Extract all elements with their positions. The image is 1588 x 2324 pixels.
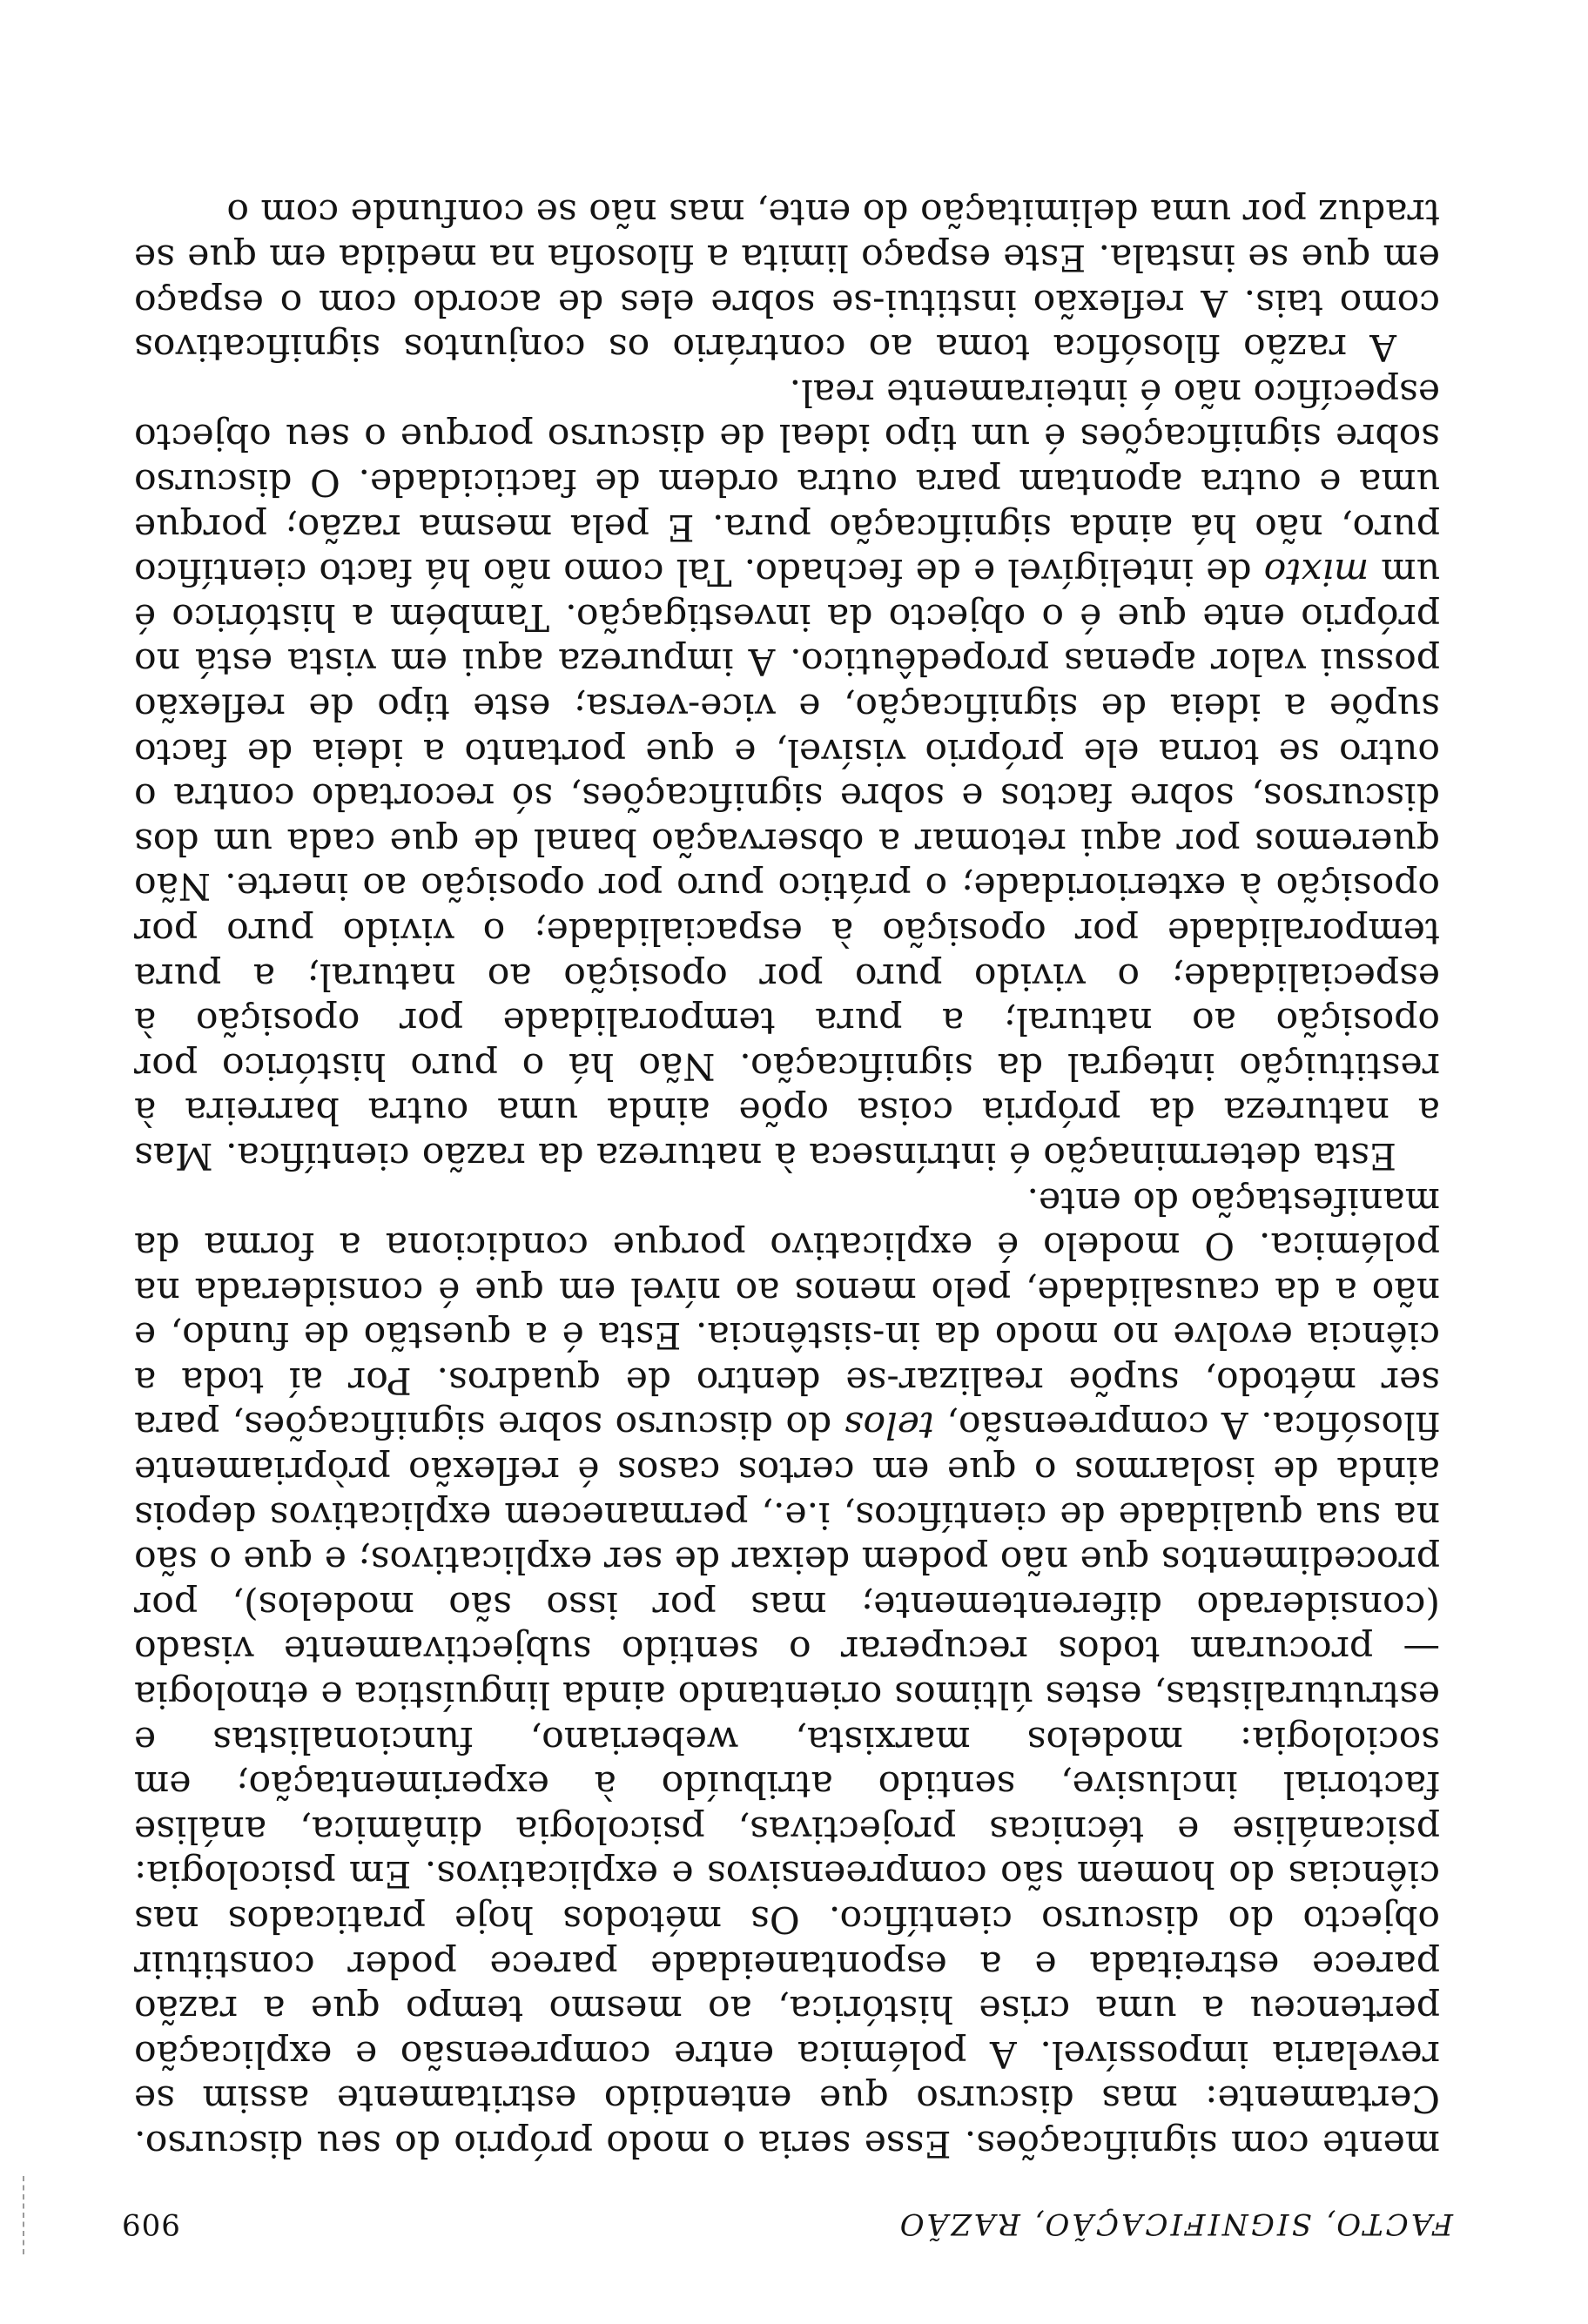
body-text [134, 190, 1440, 2166]
text-run: Esta determinação é intrínseca à natureza da razão científica. Mas a natureza da própria coisa opõe ainda uma outra barreira à restituição integral da significação. Não há o puro histórico por oposição ao natural; a pura temporalidade por oposição à especialidade; o vivido puro por oposição ao natural; a pura temporalidade por oposição à espacialidade; o vivido puro por oposição à exterioridade; o prático puro por oposição ao inerte. Não queremos por aqui retomar a observação banal de que cada um dos discursos, sobre factos e sobre significações, só recortado contra o outro se torna ele próprio visível, e que portanto a ideia de facto supõe a ideia de significação, e vice-versa; este tipo de reflexão possui valor apenas propedêutico. A impureza aqui em vista está no próprio ente que é o objecto da investigação. Também a histórico é um [134, 550, 1440, 1177]
text-run: de inteligível e de fechado. Tal como não há facto científico puro, não há ainda significação pura. E pela mesma razão; porque uma e outra apontam para outra ordem de facticidade. O discurso sobre significações é um tipo ideal de discurso porque o seu objecto específico não é inteiramente real. [134, 370, 1440, 594]
text-run: mente com significações. Esse seria o modo próprio do seu discurso. Certamente: mas discurso que entendido estritamente assim se revelaria impossível. A polémica entre compreensão e explicação pertenceu a uma crise histórica, ao mesmo tempo que a razão parece estreitada e a espontaneidade parece poder constituir objecto do discurso científico. Os métodos hoje praticados nas ciências do homem são compreensivos e explicativos. Em psicologia: psicanálise e técnicas projectivas, psicologia dinâmica, análise factorial inclusive, sentido atribuído à experimentação; em sociologia: modelos marxista, weberiano, funcionalistas e estruturalistas, estes últimos orientando ainda linguística e etnologia — procuram todos recuperar o sentido subjectivamente visado (considerado diferentemente; mas por isso são modelos), por procedimentos que não podem deixar de ser explicativos; e que o são na sua qualidade de científicos, i.e., permanecem explicativos depois ainda de isolarmos o que em certos casos é reflexão pròpriamente filosófica. A compreensão, [134, 1403, 1440, 2165]
paragraph [134, 369, 1440, 1178]
scan-margin-mark [23, 2176, 27, 2254]
running-title: FACTO, SIGNIFICAÇÃO, RAZÃO [897, 2206, 1453, 2241]
text-run: do discurso sobre significações, para ser método, supõe realizar-se dentro de quadros. Por aí toda a ciência evolve no modo da in-sistência. Esta é a questão de fundo, e não a da causalidade, pelo menos ao nível em que é considerada na polémica. O modelo é explicativo porque condiciona a forma da manifestação do ente. [134, 1179, 1440, 1447]
text-run: A razão filosófica toma ao contrário os conjuntos significativos como tais. A reflexão institui-se sobre eles de acordo com o espaço em que se instala. Este espaço limita a filosofia na medida em que se traduz por uma delimitação do ente, mas não se confunde com o [134, 191, 1440, 369]
paragraph [134, 190, 1440, 369]
running-header [121, 2206, 1453, 2241]
italic-term: mixto [1263, 550, 1369, 594]
page-number: 909 [121, 2206, 180, 2241]
italic-term: telos [844, 1403, 934, 1447]
paragraph [134, 1178, 1440, 2166]
